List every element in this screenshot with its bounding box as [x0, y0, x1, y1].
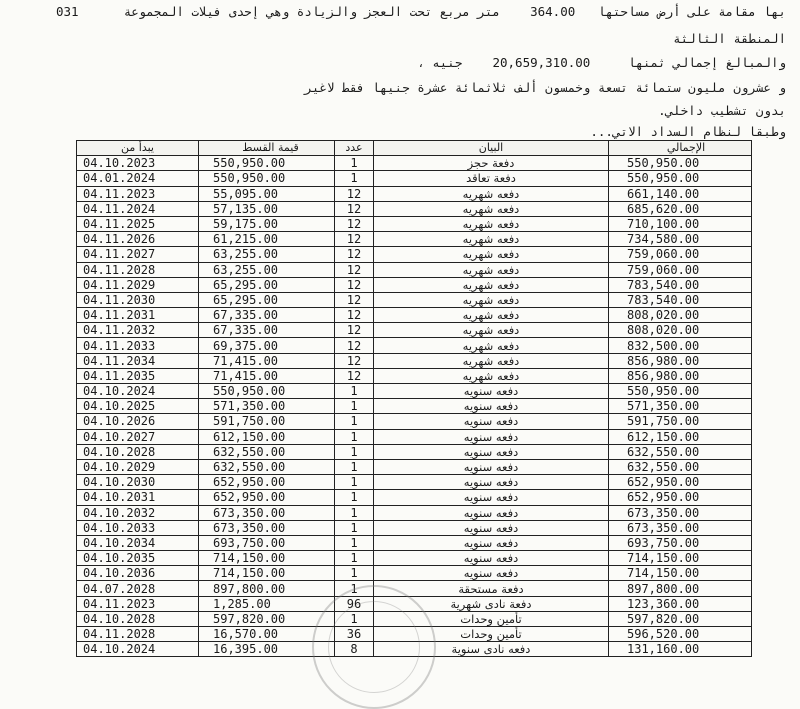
- cell-start: 04.10.2035: [77, 551, 199, 566]
- table-row: [77, 308, 752, 323]
- cell-amount: 550,950.00: [199, 171, 335, 186]
- cell-start: 04.11.2026: [77, 232, 199, 247]
- cell-amount: 550,950.00: [199, 384, 335, 399]
- cell-amount: 550,950.00: [199, 156, 335, 171]
- cell-total: 652,950.00: [609, 490, 752, 505]
- cell-description: دفعه سنويه: [374, 384, 609, 399]
- cell-description: دفعة حجز: [374, 156, 609, 171]
- cell-amount: 71,415.00: [199, 368, 335, 383]
- cell-amount: 591,750.00: [199, 414, 335, 429]
- cell-count: 1: [335, 399, 374, 414]
- cell-amount: 59,175.00: [199, 216, 335, 231]
- cell-start: 04.10.2032: [77, 505, 199, 520]
- cell-description: دفعه سنويه: [374, 399, 609, 414]
- cell-total: 632,550.00: [609, 444, 752, 459]
- cell-start: 04.11.2025: [77, 216, 199, 231]
- cell-count: 1: [335, 459, 374, 474]
- header-total: الإجمالي: [609, 141, 752, 156]
- cell-start: 04.10.2036: [77, 566, 199, 581]
- cell-count: 12: [335, 323, 374, 338]
- table-row: [77, 611, 752, 626]
- cell-total: 652,950.00: [609, 475, 752, 490]
- cell-start: 04.11.2028: [77, 627, 199, 642]
- cell-description: دفعه سنويه: [374, 535, 609, 550]
- cell-amount: 652,950.00: [199, 475, 335, 490]
- cell-count: 12: [335, 262, 374, 277]
- cell-count: 1: [335, 429, 374, 444]
- cell-total: 550,950.00: [609, 156, 752, 171]
- cell-start: 04.10.2033: [77, 520, 199, 535]
- cell-description: دفعه شهريه: [374, 368, 609, 383]
- table-row: [77, 596, 752, 611]
- cell-total: 693,750.00: [609, 535, 752, 550]
- cell-count: 8: [335, 642, 374, 657]
- cell-description: دفعه شهريه: [374, 323, 609, 338]
- cell-description: دفعه شهريه: [374, 186, 609, 201]
- cell-description: دفعه شهريه: [374, 247, 609, 262]
- table-row: [77, 171, 752, 186]
- cell-total: 759,060.00: [609, 262, 752, 277]
- cell-start: 04.07.2028: [77, 581, 199, 596]
- table-row: [77, 186, 752, 201]
- header-description: البيان: [374, 141, 609, 156]
- cell-total: 591,750.00: [609, 414, 752, 429]
- cell-description: دفعه شهريه: [374, 201, 609, 216]
- group-number: 031: [55, 4, 79, 19]
- cell-amount: 63,255.00: [199, 247, 335, 262]
- cell-description: دفعه شهريه: [374, 308, 609, 323]
- cell-total: 571,350.00: [609, 399, 752, 414]
- cell-total: 808,020.00: [609, 323, 752, 338]
- cell-start: 04.10.2031: [77, 490, 199, 505]
- table-row: [77, 490, 752, 505]
- cell-total: 897,800.00: [609, 581, 752, 596]
- table-row: [77, 475, 752, 490]
- cell-start: 04.11.2034: [77, 353, 199, 368]
- cell-amount: 55,095.00: [199, 186, 335, 201]
- table-row: [77, 262, 752, 277]
- cell-start: 04.11.2029: [77, 277, 199, 292]
- cell-count: 1: [335, 551, 374, 566]
- cell-start: 04.10.2024: [77, 384, 199, 399]
- area-value: 364.00: [530, 4, 576, 19]
- cell-amount: 714,150.00: [199, 566, 335, 581]
- cell-start: 04.11.2023: [77, 596, 199, 611]
- table-row: [77, 627, 752, 642]
- cell-total: 856,980.00: [609, 368, 752, 383]
- cell-start: 04.11.2024: [77, 201, 199, 216]
- cell-count: 1: [335, 611, 374, 626]
- cell-count: 1: [335, 384, 374, 399]
- cell-amount: 632,550.00: [199, 459, 335, 474]
- table-row: [77, 368, 752, 383]
- cell-amount: 65,295.00: [199, 292, 335, 307]
- header-line3-text: والمبالغ إجمالي ثمنها: [627, 55, 786, 70]
- cell-count: 12: [335, 232, 374, 247]
- cell-amount: 67,335.00: [199, 308, 335, 323]
- cell-start: 04.10.2026: [77, 414, 199, 429]
- cell-count: 12: [335, 201, 374, 216]
- cell-start: 04.11.2030: [77, 292, 199, 307]
- table-row: [77, 399, 752, 414]
- cell-amount: 63,255.00: [199, 262, 335, 277]
- table-row: [77, 414, 752, 429]
- table-row: [77, 277, 752, 292]
- cell-description: دفعه شهريه: [374, 216, 609, 231]
- cell-count: 12: [335, 216, 374, 231]
- cell-description: دفعه نادى سنوية: [374, 642, 609, 657]
- cell-amount: 1,285.00: [199, 596, 335, 611]
- table-row: [77, 247, 752, 262]
- table-row: [77, 156, 752, 171]
- cell-amount: 16,395.00: [199, 642, 335, 657]
- header-start: يبدأ من: [77, 141, 199, 156]
- cell-amount: 612,150.00: [199, 429, 335, 444]
- cell-total: 131,160.00: [609, 642, 752, 657]
- cell-count: 1: [335, 156, 374, 171]
- header-line1-rest: متر مربع تحت العجز والزيادة وهي إحدى فيلات المجموعة: [123, 4, 500, 19]
- header-line-zone: المنطقة الثالثة: [673, 31, 786, 46]
- cell-amount: 714,150.00: [199, 551, 335, 566]
- cell-amount: 71,415.00: [199, 353, 335, 368]
- cell-total: 759,060.00: [609, 247, 752, 262]
- cell-count: 36: [335, 627, 374, 642]
- cell-total: 673,350.00: [609, 505, 752, 520]
- cell-amount: 673,350.00: [199, 505, 335, 520]
- cell-amount: 597,820.00: [199, 611, 335, 626]
- header-amount: قيمة القسط: [199, 141, 335, 156]
- cell-total: 734,580.00: [609, 232, 752, 247]
- cell-amount: 16,570.00: [199, 627, 335, 642]
- table-row: [77, 520, 752, 535]
- cell-description: دفعه شهريه: [374, 277, 609, 292]
- cell-start: 04.11.2035: [77, 368, 199, 383]
- cell-total: 597,820.00: [609, 611, 752, 626]
- cell-count: 12: [335, 277, 374, 292]
- cell-amount: 632,550.00: [199, 444, 335, 459]
- total-price: 20,659,310.00: [492, 55, 591, 70]
- cell-count: 12: [335, 368, 374, 383]
- table-row: [77, 581, 752, 596]
- cell-amount: 67,335.00: [199, 323, 335, 338]
- cell-start: 04.11.2028: [77, 262, 199, 277]
- cell-description: دفعه شهريه: [374, 353, 609, 368]
- cell-description: دفعه سنويه: [374, 459, 609, 474]
- cell-description: دفعه سنويه: [374, 566, 609, 581]
- header-line-area: [56, 4, 786, 19]
- table-row: [77, 551, 752, 566]
- cell-count: 1: [335, 581, 374, 596]
- cell-description: دفعه سنويه: [374, 520, 609, 535]
- table-row: [77, 323, 752, 338]
- cell-total: 856,980.00: [609, 353, 752, 368]
- cell-amount: 57,135.00: [199, 201, 335, 216]
- header-count: عدد: [335, 141, 374, 156]
- cell-amount: 897,800.00: [199, 581, 335, 596]
- cell-description: دفعه سنويه: [374, 551, 609, 566]
- cell-start: 04.10.2034: [77, 535, 199, 550]
- header-line-plan: وطبقا لنظام السداد الاتي...: [590, 124, 786, 139]
- cell-description: تأمين وحدات: [374, 627, 609, 642]
- cell-total: 783,540.00: [609, 277, 752, 292]
- cell-total: 612,150.00: [609, 429, 752, 444]
- cell-description: دفعه شهريه: [374, 232, 609, 247]
- cell-start: 04.11.2033: [77, 338, 199, 353]
- cell-total: 123,360.00: [609, 596, 752, 611]
- table-row: [77, 384, 752, 399]
- cell-description: تأمين وحدات: [374, 611, 609, 626]
- cell-start: 04.10.2024: [77, 642, 199, 657]
- cell-count: 12: [335, 292, 374, 307]
- cell-count: 1: [335, 505, 374, 520]
- table-row: [77, 353, 752, 368]
- cell-start: 04.11.2023: [77, 186, 199, 201]
- table-row: [77, 216, 752, 231]
- cell-start: 04.10.2023: [77, 156, 199, 171]
- cell-description: دفعه سنويه: [374, 429, 609, 444]
- cell-count: 12: [335, 186, 374, 201]
- cell-start: 04.10.2028: [77, 444, 199, 459]
- cell-description: دفعه سنويه: [374, 490, 609, 505]
- cell-count: 1: [335, 475, 374, 490]
- cell-start: 04.10.2027: [77, 429, 199, 444]
- cell-count: 12: [335, 338, 374, 353]
- cell-count: 1: [335, 535, 374, 550]
- cell-total: 661,140.00: [609, 186, 752, 201]
- cell-total: 714,150.00: [609, 566, 752, 581]
- table-row: [77, 232, 752, 247]
- table-header-row: [77, 141, 752, 156]
- cell-total: 550,950.00: [609, 384, 752, 399]
- table-row: [77, 459, 752, 474]
- header-line-total: [417, 55, 786, 70]
- table-row: [77, 642, 752, 657]
- cell-amount: 65,295.00: [199, 277, 335, 292]
- cell-total: 673,350.00: [609, 520, 752, 535]
- cell-total: 596,520.00: [609, 627, 752, 642]
- cell-count: 1: [335, 490, 374, 505]
- cell-count: 1: [335, 171, 374, 186]
- currency-label: جنيه ،: [417, 55, 463, 70]
- cell-count: 1: [335, 444, 374, 459]
- cell-count: 1: [335, 520, 374, 535]
- cell-amount: 61,215.00: [199, 232, 335, 247]
- table-row: [77, 201, 752, 216]
- table-row: [77, 338, 752, 353]
- cell-description: دفعه سنويه: [374, 444, 609, 459]
- cell-count: 1: [335, 566, 374, 581]
- cell-total: 632,550.00: [609, 459, 752, 474]
- cell-total: 714,150.00: [609, 551, 752, 566]
- cell-total: 685,620.00: [609, 201, 752, 216]
- cell-description: دفعه سنويه: [374, 475, 609, 490]
- cell-start: 04.11.2032: [77, 323, 199, 338]
- cell-amount: 693,750.00: [199, 535, 335, 550]
- cell-start: 04.11.2027: [77, 247, 199, 262]
- cell-amount: 652,950.00: [199, 490, 335, 505]
- header-line-finish: بدون تشطيب داخلي.: [658, 103, 786, 118]
- cell-total: 808,020.00: [609, 308, 752, 323]
- cell-description: دفعه شهريه: [374, 338, 609, 353]
- cell-total: 710,100.00: [609, 216, 752, 231]
- cell-start: 04.10.2028: [77, 611, 199, 626]
- cell-description: دفعه شهريه: [374, 292, 609, 307]
- cell-description: دفعه سنويه: [374, 505, 609, 520]
- cell-description: دفعه شهريه: [374, 262, 609, 277]
- cell-description: دفعة تعاقد: [374, 171, 609, 186]
- cell-count: 96: [335, 596, 374, 611]
- cell-count: 12: [335, 353, 374, 368]
- cell-count: 1: [335, 414, 374, 429]
- cell-amount: 673,350.00: [199, 520, 335, 535]
- cell-total: 783,540.00: [609, 292, 752, 307]
- cell-count: 12: [335, 308, 374, 323]
- cell-description: دفعة نادى شهرية: [374, 596, 609, 611]
- table-row: [77, 505, 752, 520]
- cell-total: 832,500.00: [609, 338, 752, 353]
- cell-start: 04.10.2030: [77, 475, 199, 490]
- table-row: [77, 292, 752, 307]
- header-line-words: و عشرون مليون ستمائة تسعة وخمسون ألف ثلاثمائة عشرة جنيها فقط لاغير: [304, 80, 786, 95]
- table-row: [77, 429, 752, 444]
- cell-start: 04.10.2025: [77, 399, 199, 414]
- cell-description: دفعه سنويه: [374, 414, 609, 429]
- cell-amount: 571,350.00: [199, 399, 335, 414]
- cell-start: 04.11.2031: [77, 308, 199, 323]
- table-row: [77, 535, 752, 550]
- cell-total: 550,950.00: [609, 171, 752, 186]
- header-line1-text: بها مقامة على أرض مساحتها: [597, 4, 786, 19]
- cell-start: 04.10.2029: [77, 459, 199, 474]
- table-row: [77, 566, 752, 581]
- cell-description: دفعة مستحقة: [374, 581, 609, 596]
- cell-count: 12: [335, 247, 374, 262]
- cell-start: 04.01.2024: [77, 171, 199, 186]
- payment-schedule-table: [76, 140, 752, 657]
- cell-amount: 69,375.00: [199, 338, 335, 353]
- table-row: [77, 444, 752, 459]
